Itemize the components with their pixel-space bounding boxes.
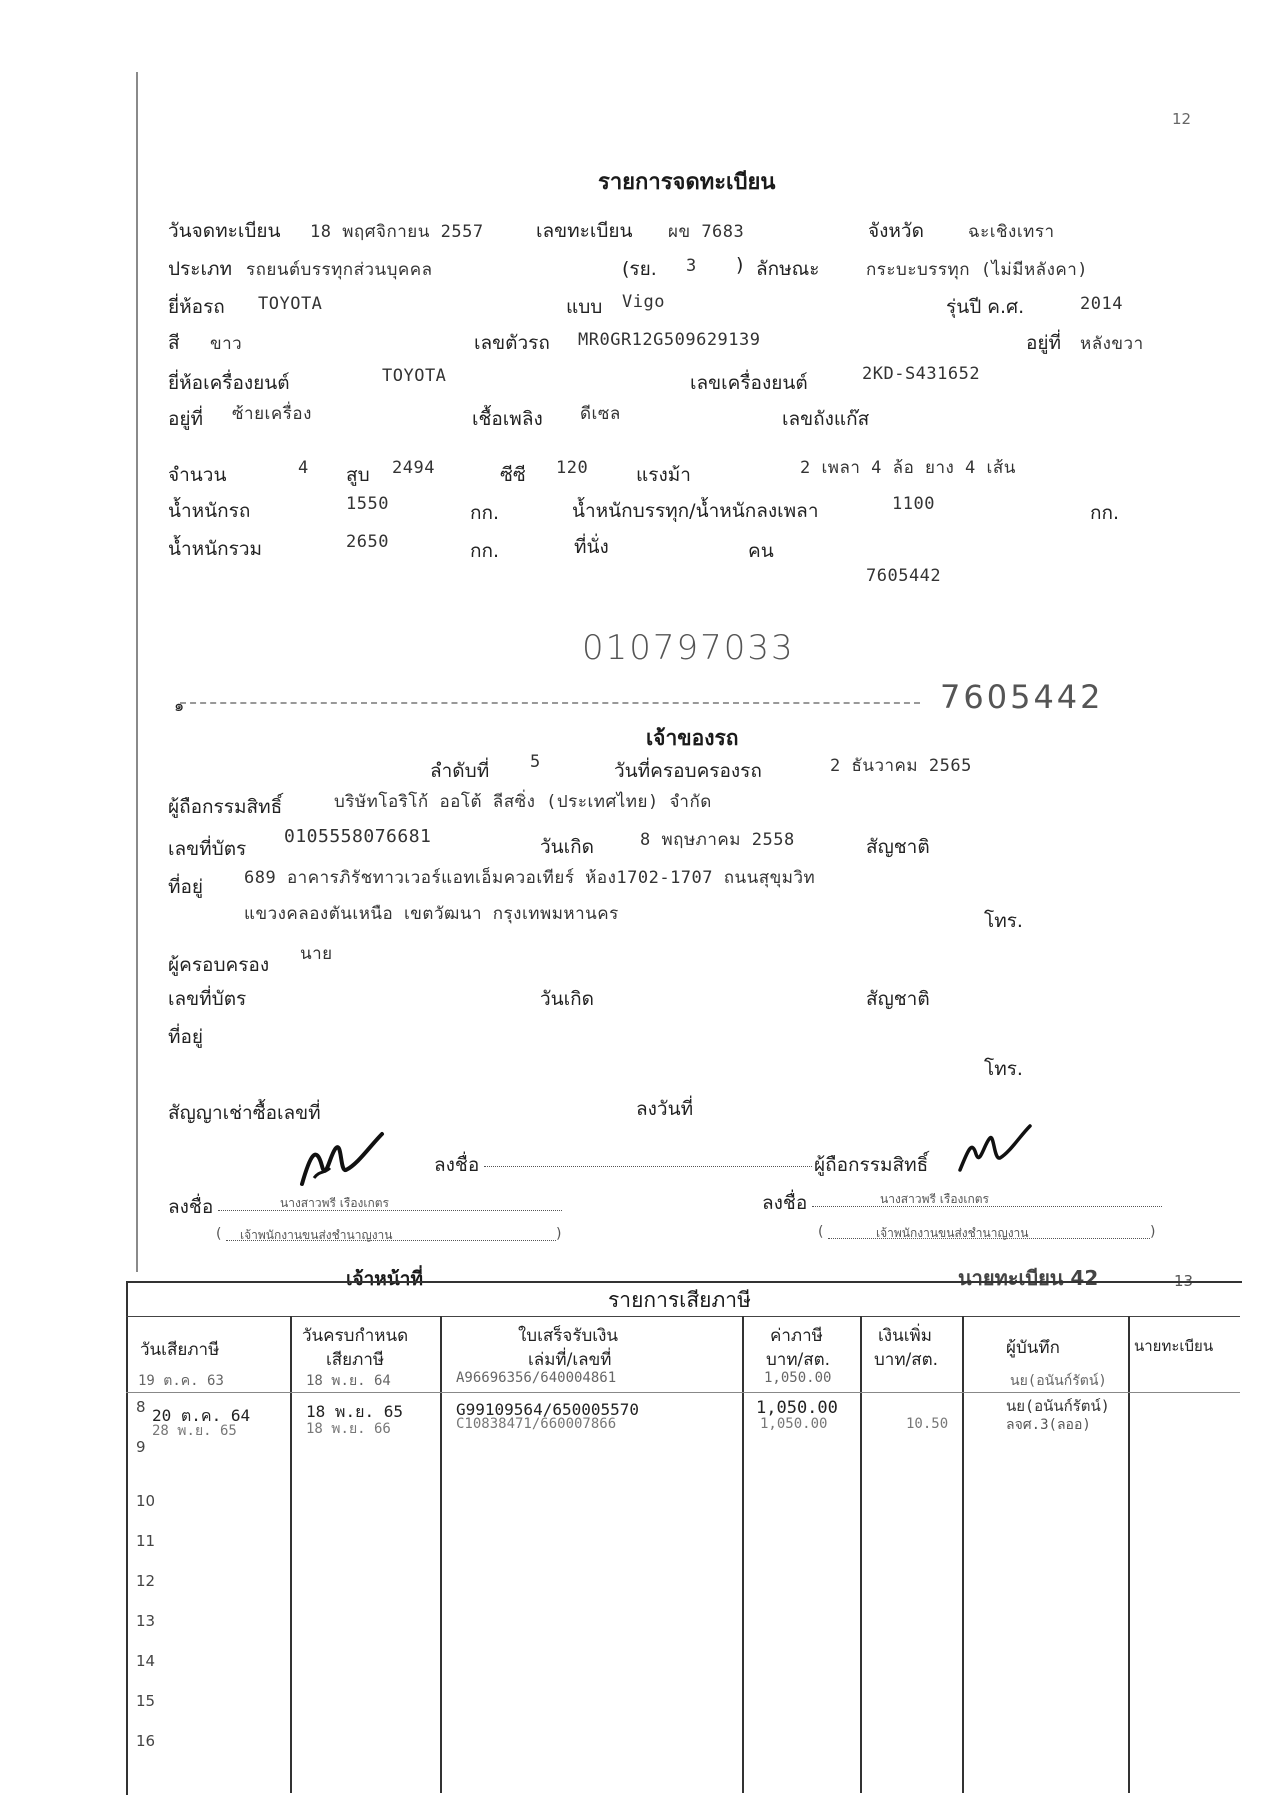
id-card-label: เลขที่บัตร: [168, 838, 247, 860]
right-sign-label: ลงชื่อ: [762, 1192, 808, 1214]
code-open: (รย.: [622, 258, 657, 280]
possessor-telephone-label: โทร.: [984, 1058, 1023, 1080]
province-label: จังหวัด: [868, 220, 924, 242]
col-divider-3: [742, 1316, 744, 1793]
col-divider-6: [1128, 1316, 1130, 1793]
reg-date-value: 18 พฤศจิกายน 2557: [310, 222, 484, 242]
left-paren-close: ): [556, 1226, 562, 1242]
row-number: 15: [136, 1692, 156, 1710]
address-label: ที่อยู่: [168, 876, 204, 898]
address-line-1: 689 อาคารภิรัชทาวเวอร์แอทเอ็มควอเทียร์ ห้อง1702-1707 ถนนสุขุมวิท: [244, 868, 816, 888]
holder-label: ผู้ถือกรรมสิทธิ์: [168, 796, 283, 818]
count-value: 4: [298, 458, 309, 478]
document-title: รายการจดทะเบียน: [598, 170, 776, 195]
cc-label: ซีซี: [500, 464, 526, 486]
cylinder-value: 2494: [392, 458, 435, 478]
row-number: 14: [136, 1652, 156, 1670]
right-sign-name: นางสาวพรี เรืองเกตร: [880, 1192, 989, 1206]
col-divider-4: [860, 1316, 862, 1793]
year-label: รุ่นปี ค.ศ.: [946, 296, 1025, 318]
type-label: ประเภท: [168, 258, 233, 280]
tax-table-title: รายการเสียภาษี: [608, 1288, 751, 1312]
header-paid-date: วันเสียภาษี: [140, 1340, 220, 1360]
header-tax-1: ค่าภาษี: [770, 1326, 823, 1346]
brand-value: TOYOTA: [258, 294, 323, 314]
possessor-value: นาย: [300, 944, 333, 964]
dashed-separator: [180, 702, 920, 704]
style-value: กระบะบรรทุก (ไม่มีหลังคา): [866, 260, 1089, 280]
brand-label: ยี่ห้อรถ: [168, 296, 225, 318]
row-number: 16: [136, 1732, 156, 1750]
engine-brand-value: TOYOTA: [382, 366, 447, 386]
load-weight-value: 1100: [892, 494, 935, 514]
dob-label: วันเกิด: [540, 836, 594, 858]
telephone-label: โทร.: [984, 910, 1023, 932]
officer-label: เจ้าหน้าที่: [346, 1268, 424, 1290]
page-number: 12: [1172, 110, 1192, 128]
kg-unit-2: กก.: [1090, 502, 1120, 524]
color-value: ขาว: [210, 334, 243, 354]
col-divider-1: [290, 1316, 292, 1793]
col-divider-2: [440, 1316, 442, 1793]
row-paid-date: 28 พ.ย. 65: [152, 1423, 237, 1439]
address-line-2: แขวงคลองตันเหนือ เขตวัฒนา กรุงเทพมหานคร: [244, 904, 619, 924]
kg-unit-1: กก.: [470, 502, 500, 524]
color-label: สี: [168, 332, 180, 354]
right-paren-close: ): [1150, 1224, 1156, 1240]
signature-left: [296, 1126, 386, 1196]
row-paid-date: 20 ต.ค. 64: [152, 1406, 251, 1425]
col-divider-5: [962, 1316, 964, 1793]
fuel-label: เชื้อเพลิง: [472, 408, 543, 430]
contract-date-label: ลงวันที่: [636, 1098, 694, 1120]
cylinder-label: สูบ: [346, 464, 370, 486]
owner-title: เจ้าของรถ: [646, 726, 739, 750]
center-sign-label: ลงชื่อ: [434, 1154, 480, 1176]
dob-value: 8 พฤษภาคม 2558: [640, 830, 795, 850]
header-receipt-1: ใบเสร็จรับเงิน: [518, 1326, 619, 1346]
vin-location-label: อยู่ที่: [1026, 332, 1062, 354]
header-recorder: ผู้บันทึก: [1006, 1338, 1060, 1358]
plate-value: ผข 7683: [668, 222, 745, 242]
row-amount: 1,050.00: [760, 1416, 828, 1432]
style-label: ลักษณะ: [756, 258, 820, 280]
model-label: แบบ: [566, 296, 603, 318]
vehicle-weight-value: 1550: [346, 494, 389, 514]
header-extra-1: เงินเพิ่ม: [878, 1326, 932, 1346]
row-receipt: A96696356/640004861: [456, 1370, 617, 1386]
left-sign-name: นางสาวพรี เรืองเกตร: [280, 1196, 389, 1210]
possessor-id-label: เลขที่บัตร: [168, 988, 247, 1010]
tax-table: [126, 1281, 1242, 1795]
row-number: 8: [136, 1398, 146, 1416]
axle-value: 2 เพลา 4 ล้อ ยาง 4 เส้น: [800, 458, 1016, 478]
model-value: Vigo: [622, 292, 665, 312]
table-title-divider: [126, 1316, 1240, 1317]
header-due-date-1: วันครบกำหนด: [302, 1326, 409, 1346]
table-page-number: 13: [1174, 1272, 1194, 1290]
id-card-value: 0105558076681: [284, 826, 432, 847]
seat-unit: คน: [748, 540, 774, 562]
engine-location-label: อยู่ที่: [168, 408, 204, 430]
kg-unit-3: กก.: [470, 540, 500, 562]
possession-date-label: วันที่ครอบครองรถ: [614, 760, 762, 782]
engine-brand-label: ยี่ห้อเครื่องยนต์: [168, 372, 290, 394]
possessor-dob-label: วันเกิด: [540, 988, 594, 1010]
row-receipt: C10838471/660007866: [456, 1416, 617, 1432]
sequence-label: ลำดับที่: [430, 760, 490, 782]
header-due-date-2: เสียภาษี: [326, 1350, 385, 1370]
left-sign-role: เจ้าพนักงานขนส่งชำนาญงาน: [240, 1228, 393, 1242]
possessor-label: ผู้ครอบครอง: [168, 954, 270, 976]
vin-location-value: หลังขวา: [1080, 334, 1144, 354]
row-recorder: ลจศ.3(ลออ): [1006, 1417, 1091, 1433]
total-weight-label: น้ำหนักรวม: [168, 538, 263, 560]
handwritten-number: 010797033: [582, 628, 795, 668]
possessor-nationality-label: สัญชาติ: [866, 988, 930, 1010]
row-number: 9: [136, 1438, 146, 1456]
right-paren-open: (: [818, 1224, 824, 1240]
cc-value: 120: [556, 458, 589, 478]
row-receipt: G99109564/650005570: [456, 1400, 640, 1419]
province-value: ฉะเชิงเทรา: [968, 222, 1055, 242]
year-value: 2014: [1080, 294, 1123, 314]
fuel-value: ดีเซล: [580, 404, 621, 424]
contract-label: สัญญาเช่าซื้อเลขที่: [168, 1102, 321, 1124]
left-margin-line: [136, 72, 138, 1272]
type-value: รถยนต์บรรทุกส่วนบุคคล: [246, 260, 433, 280]
vehicle-weight-label: น้ำหนักรถ: [168, 500, 251, 522]
sequence-value: 5: [530, 752, 541, 772]
left-sign-label: ลงชื่อ: [168, 1196, 214, 1218]
load-weight-label: น้ำหนักบรรทุก/น้ำหนักลงเพลา: [572, 500, 819, 522]
engine-no-label: เลขเครื่องยนต์: [690, 372, 808, 394]
horsepower-label: แรงม้า: [636, 464, 691, 486]
vin-value: MR0GR12G509629139: [578, 330, 761, 350]
row-due-date: 18 พ.ย. 64: [306, 1373, 391, 1389]
row-number: 12: [136, 1572, 156, 1590]
header-receipt-2: เล่มที่/เลขที่: [528, 1350, 612, 1370]
reg-date-label: วันจดทะเบียน: [168, 220, 281, 242]
reference-number: 7605442: [866, 566, 942, 586]
header-extra-2: บาท/สต.: [874, 1350, 939, 1370]
center-sign-line: [484, 1166, 812, 1167]
total-weight-value: 2650: [346, 532, 389, 552]
row-number: 11: [136, 1532, 156, 1550]
left-sign-line: [218, 1210, 562, 1211]
row-amount: 1,050.00: [756, 1398, 838, 1418]
header-registrar: นายทะเบียน: [1134, 1337, 1214, 1355]
holder-value: บริษัทโอริโก้ ออโต้ ลีสซิ่ง (ประเทศไทย) จำกัด: [334, 792, 712, 812]
code-value: 3: [686, 256, 697, 276]
gas-tank-label: เลขถังแก๊ส: [782, 408, 870, 430]
code-close: ): [736, 254, 744, 276]
row-due-date: 18 พ.ย. 66: [306, 1421, 391, 1437]
row-number: 13: [136, 1612, 156, 1630]
row-recorder: นย(อนันก์รัตน์): [1006, 1397, 1110, 1415]
count-label: จำนวน: [168, 464, 227, 486]
vin-label: เลขตัวรถ: [474, 332, 550, 354]
holder-sign-label: ผู้ถือกรรมสิทธิ์: [814, 1154, 929, 1176]
engine-location-value: ซ้ายเครื่อง: [232, 404, 312, 424]
possession-date-value: 2 ธันวาคม 2565: [830, 756, 972, 776]
seat-label: ที่นั่ง: [574, 536, 609, 558]
right-sign-role: เจ้าพนักงานขนส่งชำนาญงาน: [876, 1226, 1029, 1240]
row-recorder: นย(อนันก์รัตน์): [1010, 1373, 1107, 1389]
row-extra: 10.50: [906, 1416, 949, 1432]
left-paren-open: (: [216, 1226, 222, 1242]
registrar-label: นายทะเบียน 42: [958, 1266, 1099, 1290]
engine-no-value: 2KD-S431652: [862, 364, 981, 384]
row-amount: 1,050.00: [764, 1370, 832, 1386]
header-tax-2: บาท/สต.: [766, 1350, 831, 1370]
row-due-date: 18 พ.ย. 65: [306, 1402, 403, 1421]
stamp-number: 7605442: [940, 678, 1104, 716]
plate-label: เลขทะเบียน: [536, 220, 633, 242]
row-paid-date: 19 ต.ค. 63: [138, 1373, 224, 1389]
signature-right: [954, 1120, 1034, 1180]
row-number: 10: [136, 1492, 156, 1510]
row-divider: [126, 1392, 1240, 1393]
possessor-address-label: ที่อยู่: [168, 1026, 204, 1048]
section-number: ๑: [174, 696, 185, 715]
nationality-label: สัญชาติ: [866, 836, 930, 858]
